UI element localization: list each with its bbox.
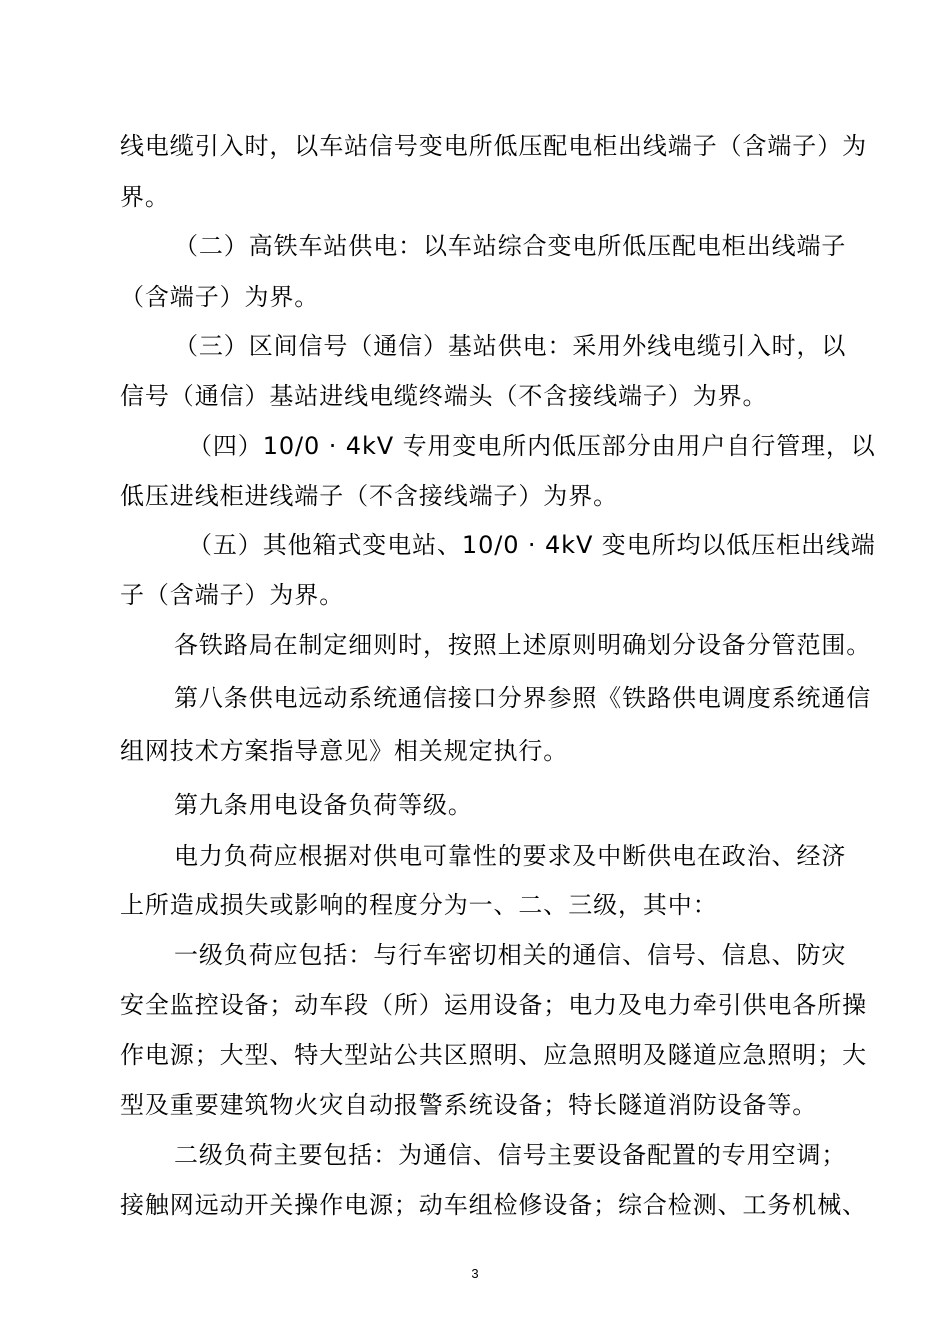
- text-line: 一级负荷应包括：与行车密切相关的通信、信号、信息、防灾: [174, 941, 847, 969]
- text-line: （四）10/0 · 4kV 专用变电所内低压部分由用户自行管理，以: [188, 432, 876, 460]
- article-heading: 第九条用电设备负荷等级。: [174, 791, 473, 819]
- text-line: 各铁路局在制定细则时，按照上述原则明确划分设备分管范围。: [174, 631, 872, 659]
- text-line: 上所造成损失或影响的程度分为一、二、三级，其中：: [120, 891, 718, 919]
- text-line: （五）其他箱式变电站、10/0 · 4kV 变电所均以低压柜出线端: [188, 531, 876, 559]
- text-line: 作电源；大型、特大型站公共区照明、应急照明及隧道应急照明；大: [120, 1041, 867, 1069]
- text-line: 安全监控设备；动车段（所）运用设备；电力及电力牵引供电各所操: [120, 991, 867, 1019]
- text-line: （二）高铁车站供电：以车站综合变电所低压配电柜出线端子: [174, 232, 847, 260]
- text-line: 低压进线柜进线端子（不含接线端子）为界。: [120, 482, 618, 510]
- page-number: 3: [471, 1266, 479, 1281]
- text-line: 线电缆引入时，以车站信号变电所低压配电柜出线端子（含端子）为: [120, 132, 867, 160]
- text-line: 型及重要建筑物火灾自动报警系统设备；特长隧道消防设备等。: [120, 1091, 818, 1119]
- text-line: 二级负荷主要包括：为通信、信号主要设备配置的专用空调；: [174, 1141, 847, 1169]
- text-line: （三）区间信号（通信）基站供电：采用外线电缆引入时，以: [174, 332, 847, 360]
- article-heading: 第八条供电远动系统通信接口分界参照《铁路供电调度系统通信: [174, 684, 872, 712]
- text-line: （含端子）为界。: [120, 283, 320, 311]
- text-line: 组网技术方案指导意见》相关规定执行。: [120, 737, 569, 765]
- text-line: 接触网远动开关操作电源；动车组检修设备；综合检测、工务机械、: [120, 1191, 867, 1219]
- text-line: 界。: [120, 183, 170, 211]
- text-line: 电力负荷应根据对供电可靠性的要求及中断供电在政治、经济: [174, 842, 847, 870]
- text-line: 信号（通信）基站进线电缆终端头（不含接线端子）为界。: [120, 382, 768, 410]
- text-line: 子（含端子）为界。: [120, 581, 345, 609]
